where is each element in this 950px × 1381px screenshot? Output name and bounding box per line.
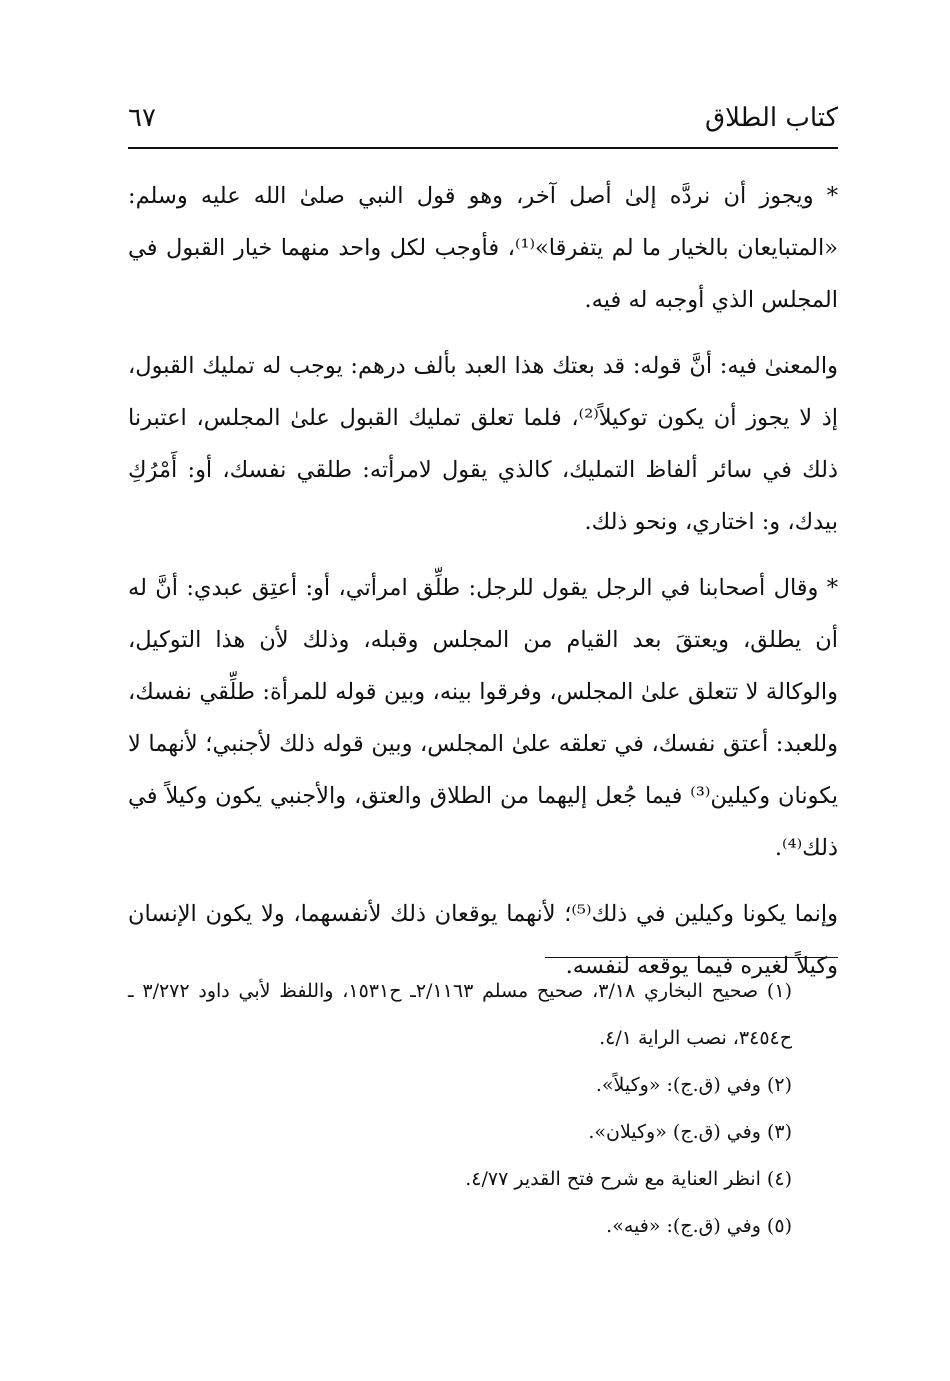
paragraph-1: * ويجوز أن نردَّه إلىٰ أصل آخر، وهو قول النبي صلىٰ الله عليه وسلم: «المتبايعان بالخيار ما لم يتفرقا»⁽¹⁾، فأوجب لكل واحد منهما خيار القبول في المجلس الذي أوجبه له فيه.: [128, 183, 838, 313]
footnotes: [128, 968, 838, 1250]
footnote-2: (٢) وفي (ق.ج): «وكيلاً».: [595, 1074, 792, 1096]
footnote-rule: [545, 957, 838, 958]
paragraph-4: وإنما يكونا وكيلين في ذلك⁽⁵⁾؛ لأنهما يوقعان ذلك لأنفسهما، ولا يكون الإنسان وكيلاً لغيره فيما يوقعه لنفسه.: [128, 901, 838, 979]
page-header: [128, 103, 838, 145]
main-text: [128, 170, 838, 1006]
header-rule: [128, 147, 838, 149]
page-number: ٦٧: [128, 103, 156, 133]
paragraph-3: * وقال أصحابنا في الرجل يقول للرجل: طلِّق امرأتي، أو: أعتِق عبدي: أنَّ له أن يطلق، ويعتقَ بعد القيام من المجلس وقبله، وذلك لأن هذا التوكيل، والوكالة لا تتعلق علىٰ المجلس، وفرقوا بينه، وبين قوله للمرأة: طلِّقي نفسك، وللعبد: أعتق نفسك، في تعلقه علىٰ المجلس، وبين قوله ذلك لأجنبي؛ لأنهما لا يكونان وكيلين⁽³⁾ فيما جُعل إليهما من الطلاق والعتق، والأجنبي يكون وكيلاً في ذلك⁽⁴⁾.: [128, 575, 838, 861]
footnote-1: (١) صحيح البخاري ٣/١٨، صحيح مسلم ٢/١١٦٣ـ ح١٥٣١، واللفظ لأبي داود ٣/٢٧٢ ـ ح٣٤٥٤، نصب الراية ٤/١.: [128, 980, 792, 1049]
footnote-5: (٥) وفي (ق.ج): «فيه».: [606, 1215, 792, 1237]
footnote-3: (٣) وفي (ق.ج) «وكيلان».: [588, 1121, 792, 1143]
footnote-4: (٤) انظر العناية مع شرح فتح القدير ٤/٧٧.: [465, 1168, 792, 1190]
paragraph-2: والمعنىٰ فيه: أنَّ قوله: قد بعتك هذا العبد بألف درهم: يوجب له تمليك القبول، إذ لا يجوز أن يكون توكيلاً⁽²⁾، فلما تعلق تمليك القبول علىٰ المجلس، اعتبرنا ذلك في سائر ألفاظ التمليك، كالذي يقول لامرأته: طلقي نفسك، أو: أَمْرُكِ بيدك، و: اختاري، ونحو ذلك.: [128, 353, 838, 535]
chapter-title: كتاب الطلاق: [704, 103, 838, 133]
